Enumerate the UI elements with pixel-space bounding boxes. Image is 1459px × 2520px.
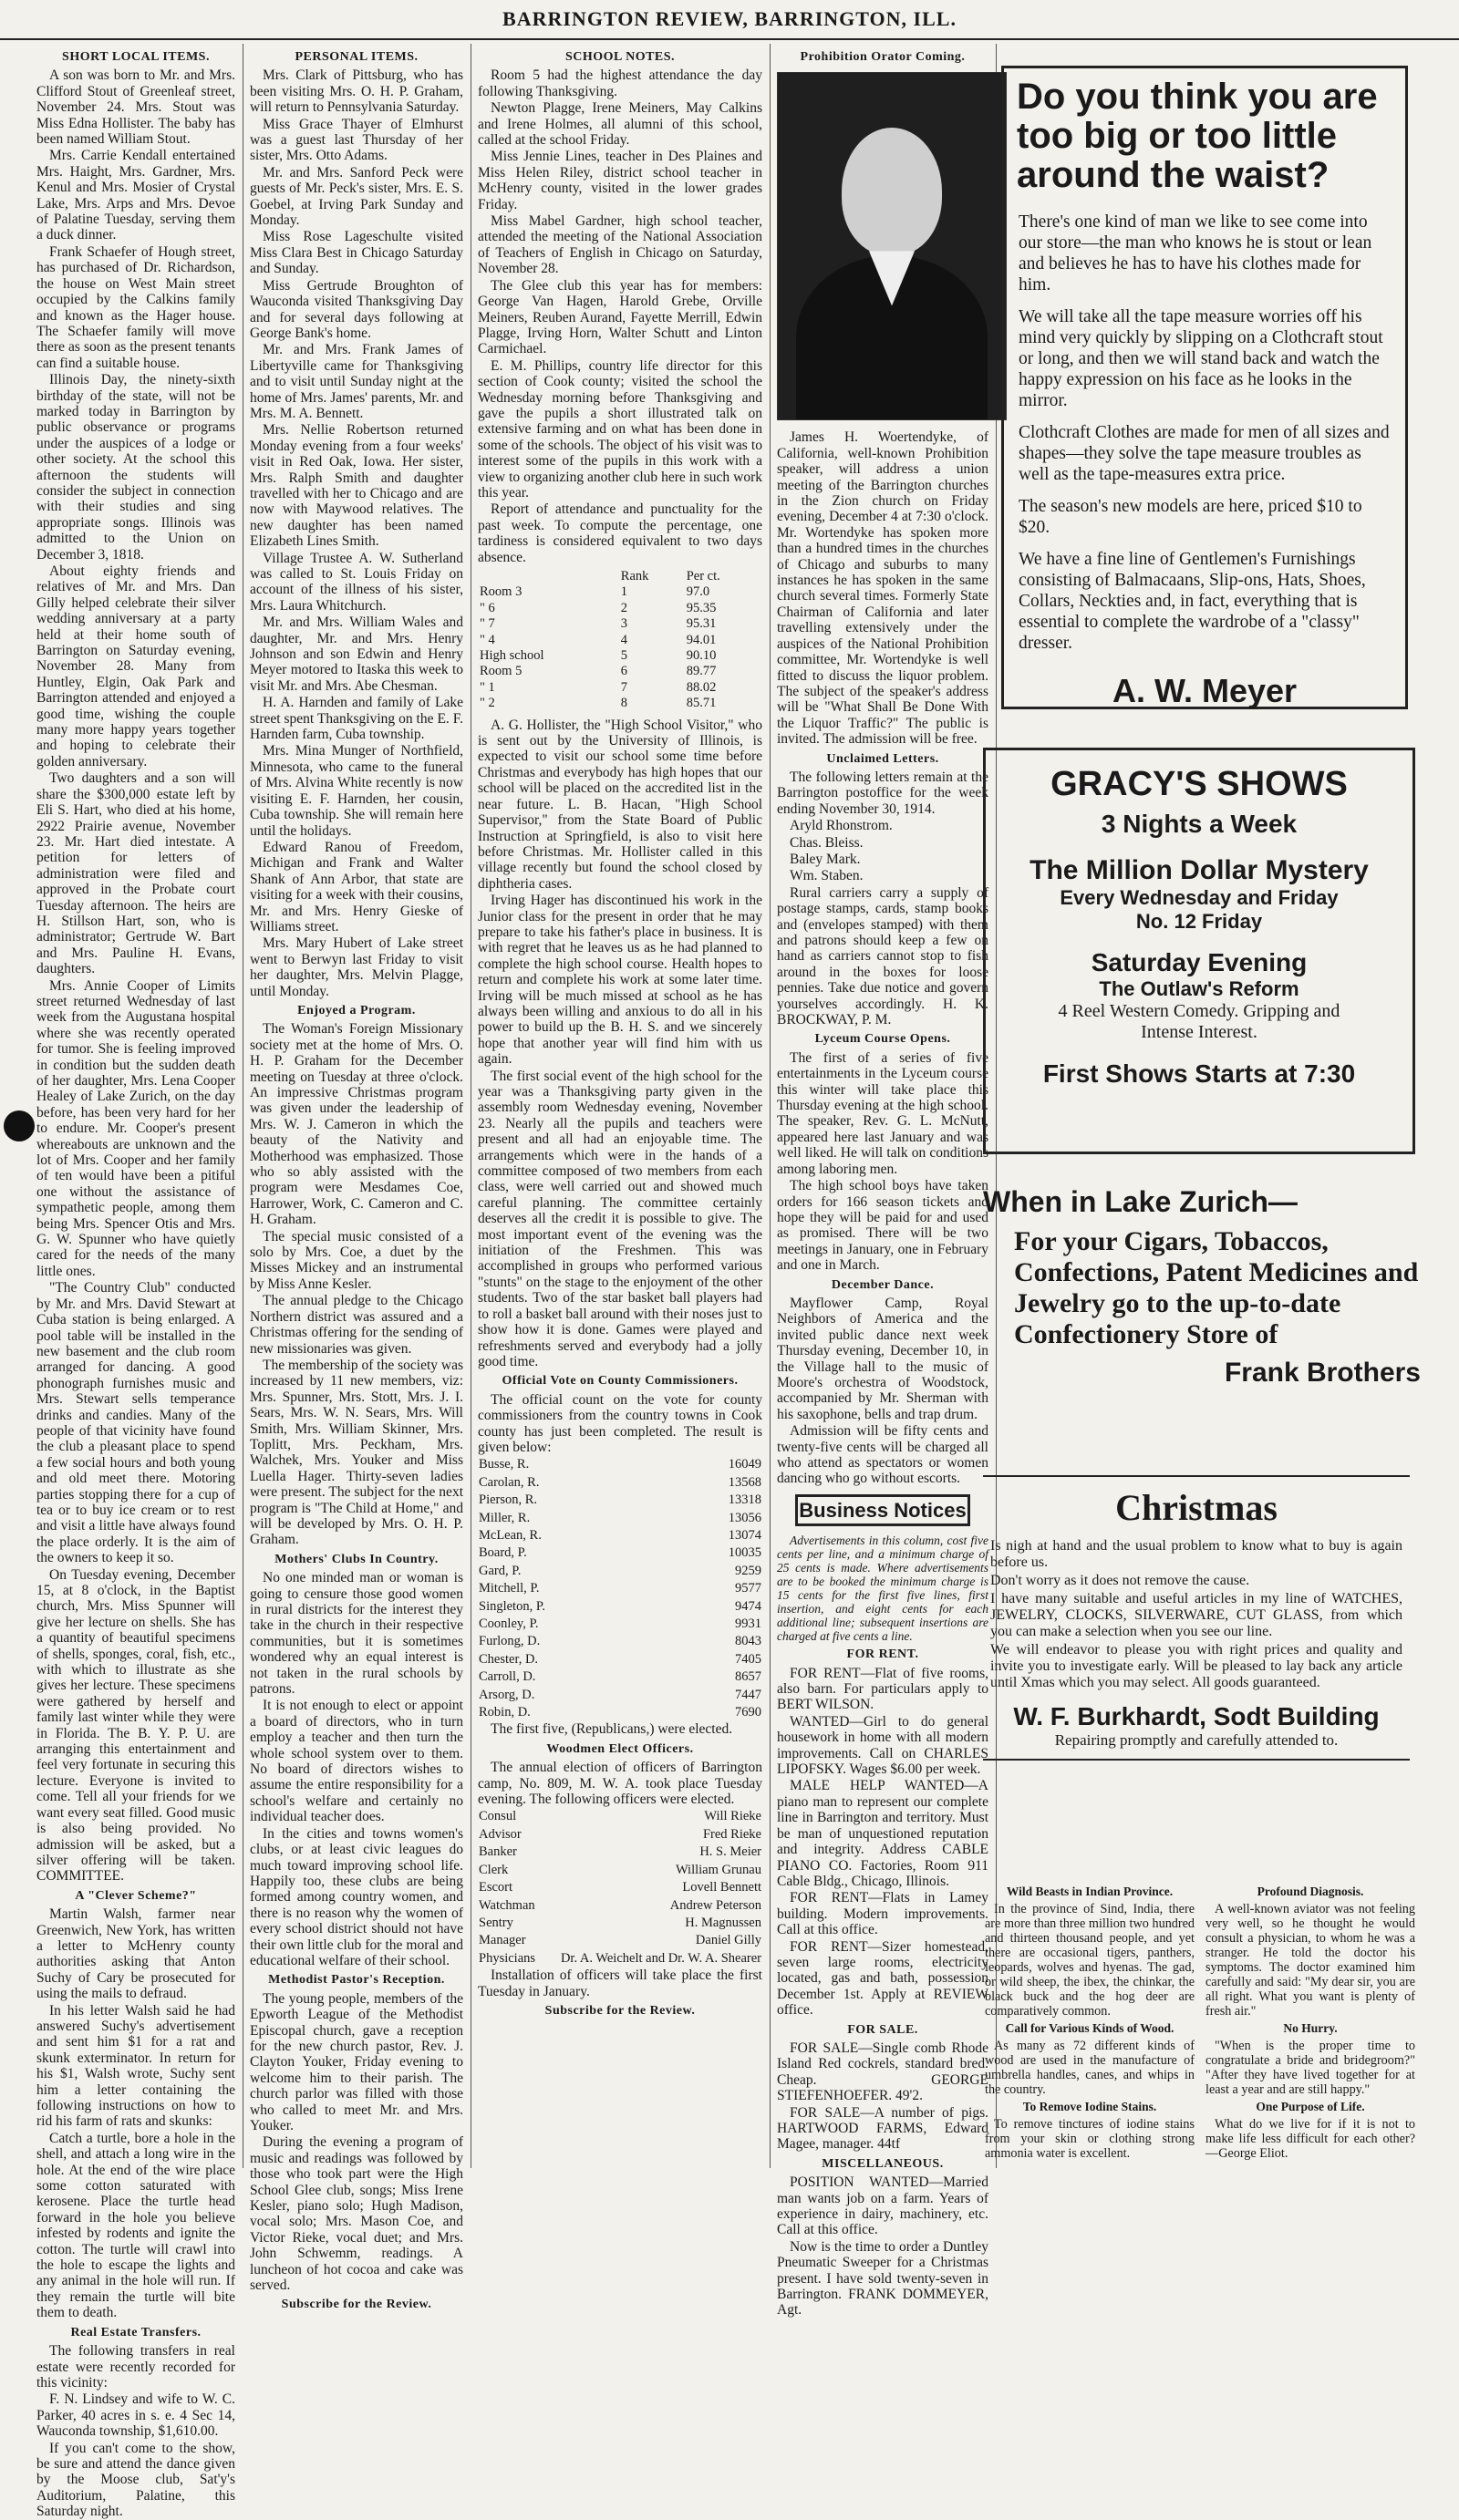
section-heading: December Dance. (831, 1277, 935, 1292)
column-school-notes (478, 46, 762, 2170)
ad-headline: When in Lake Zurich— (983, 1185, 1298, 1218)
table-cell: 9259 (735, 1563, 761, 1578)
news-item: The young people, members of the Epworth League of the Methodist Episcopal church, gave a reception for the new church pastor, Rev. J. Clayton Youker, Friday evening to welcome him to their parish. The church parlor was filled with those who called to meet Mr. and Mrs. Youker. (250, 1990, 463, 2133)
ad-text: 4 Reel Western Comedy. Gripping and (1058, 1001, 1340, 1021)
classified-ad: FOR RENT—Flat of five rooms, also barn. For particulars apply to BERT WILSON. (777, 1665, 988, 1713)
table-cell: 94.01 (686, 632, 717, 647)
ad-text: There's one kind of man we like to see come into our store—the man who knows he is stout or lean and believes he has to have his clothes made for him. (1019, 212, 1372, 294)
frank-brothers-ad (983, 1185, 1421, 1389)
table-cell: 97.0 (686, 584, 710, 600)
table-cell: 7690 (735, 1705, 761, 1720)
vote-row (478, 1668, 762, 1686)
news-item: The following letters remain at the Barrington postoffice for the week ending November 30, 1914. (777, 769, 988, 817)
filler-heading: Profound Diagnosis. (1257, 1885, 1364, 1898)
news-item: Rural carriers carry a supply of postage stamps, cards, stamp books and (envelopes stamped) with them and patrons should keep a few on hand as carriers cannot stop to fish around in the boxes for loose pennies. Take due notice and govern yourselves accordingly. H. K. BROCKWAY, P. M. (777, 884, 988, 1028)
news-item: The special music consisted of a solo by Mrs. Coe, a duet by the Misses Mickey and an instrumental by Miss Anne Kesler. (250, 1228, 463, 1292)
officer-row (478, 1932, 762, 1949)
column-local-items (36, 46, 235, 2520)
ad-signature: Frank Brothers (1224, 1358, 1421, 1388)
ad-subhead: 3 Nights a Week (1101, 810, 1298, 838)
section-heading: Mothers' Clubs In Country. (274, 1552, 439, 1566)
attendance-row (478, 680, 762, 696)
news-item: The membership of the society was increased by 11 new members, viz: Mrs. Spunner, Mrs. Stott, Mrs. J. I. Sears, Mrs. W. N. Sears, Mrs. Will Smith, Mrs. William Skinner, Mrs. Toplitt, Mrs. Peckham, Mrs. Walchek, Mrs. Youker and Miss Luella Hager. Thirty-seven ladies were present. The subject for the next program is "The Child at Home," and will be developed by Mrs. O. H. P. Graham. (250, 1357, 463, 1548)
vote-row (478, 1598, 762, 1616)
filler-text: "When is the proper time to congratulate a bride and bridegroom?" "After they have lived together for at least a year and are still happy." (1205, 2039, 1415, 2097)
vote-row (478, 1492, 762, 1509)
officer-row (478, 1808, 762, 1825)
news-item: Village Trustee A. W. Sutherland was called to St. Louis Friday on account of the illness of his sister, Mrs. Laura Whitchurch. (250, 550, 463, 614)
subscribe-note: Subscribe for the Review. (544, 2003, 696, 2018)
news-item: Installation of officers will take place the first Tuesday in January. (478, 1967, 762, 1999)
vote-row (478, 1456, 762, 1473)
table-cell: Banker (479, 1844, 517, 1860)
table-cell: 8043 (735, 1634, 761, 1649)
news-item: In his letter Walsh said he had answered Suchy's advertisement and sent him $1 for a rat and skunk exterminator. In return for his $1, Walsh wrote, Suchy sent him a letter containing the following instructions on how to rid his farm of rats and skunks: (36, 2002, 235, 2130)
news-item: If you can't come to the show, be sure and attend the dance given by the Moose club, Sat'y's Auditorium, Palatine, this Saturday night. (36, 2440, 235, 2520)
table-cell: William Grunau (675, 1862, 761, 1877)
subscribe-note: Subscribe for the Review. (281, 2298, 432, 2312)
news-item: Miss Jennie Lines, teacher in Des Plaines and Miss Helen Riley, district school teacher in McHenry county, visited in the lower grades Friday. (478, 149, 762, 212)
vote-row (478, 1510, 762, 1527)
table-cell: 6 (620, 664, 628, 679)
table-cell: Pierson, R. (479, 1492, 538, 1508)
table-cell: Lovell Bennett (682, 1880, 761, 1895)
ad-headline: GRACY'S SHOWS (1050, 765, 1348, 803)
table-cell: Physicians (479, 1950, 536, 1966)
table-cell: Advisor (479, 1826, 522, 1842)
table-cell: Clerk (479, 1862, 509, 1877)
table-cell: Andrew Peterson (669, 1897, 761, 1913)
table-cell: H. Magnussen (685, 1915, 761, 1930)
attendance-row (478, 601, 762, 616)
table-cell: Manager (479, 1933, 526, 1948)
news-item: A son was born to Mr. and Mrs. Clifford Stout of Greenleaf street, November 24. Mrs. Stout was Miss Edna Hollister. The baby has been named William Stout. (36, 67, 235, 148)
ad-headline: Christmas (1115, 1487, 1278, 1528)
news-item: Frank Schaefer of Hough street, has purchased of Dr. Richardson, the house on West Main street occupied by the Calkins family and known as the Hager house. The Schaefer family will move there as soon as the present tenants can find a suitable house. (36, 243, 235, 371)
news-item: Irving Hager has discontinued his work in the Junior class for the present in order that he may prepare to take his father's place in business. It is with regret that he leaves us as he had planned to complete the high school course. Health hopes to return and complete his work at some later time. Irving will be much missed at school as he has always been willing and anxious to do all in his power to build up the B. H. S. and we sincerely hope that another year will find him with us again. (478, 893, 762, 1068)
news-item: Admission will be fifty cents and twenty-five cents will be charged all who attend as spectators or women dancing who go without escorts. (777, 1423, 988, 1487)
table-cell: Busse, R. (479, 1457, 530, 1472)
section-heading: Official Vote on County Commissioners. (502, 1374, 739, 1389)
table-cell: 13056 (728, 1510, 761, 1525)
table-cell: Robin, D. (479, 1705, 531, 1720)
officer-row (478, 1915, 762, 1932)
table-cell: Furlong, D. (479, 1634, 541, 1649)
table-header (478, 569, 619, 584)
filler-text: As many as 72 different kinds of wood are used in the manufacture of umbrella handles, canes, and whips in the country. (985, 2039, 1195, 2097)
burkhardt-christmas-ad (983, 1475, 1410, 1761)
officer-row (478, 1879, 762, 1896)
table-cell: 8 (620, 696, 628, 711)
table-cell: 3 (620, 616, 628, 632)
table-cell: " 7 (480, 616, 495, 632)
vote-row (478, 1544, 762, 1562)
filler-heading: Call for Various Kinds of Wood. (1005, 2021, 1174, 2035)
ad-rates-note: Advertisements in this column, cost five cents per line, and a minimum charge of 25 cents is made. Where advertisements are to be booked the minimum charge is 15 cents for the first five lines, first insertion, and eight cents for each additional line; subsequent insertions are charged at five cents a line. (777, 1534, 988, 1644)
table-cell: Board, P. (479, 1545, 527, 1561)
ad-text: The season's new models are here, priced $10 to $20. (1019, 497, 1362, 537)
attendance-row (478, 633, 762, 648)
attendance-row (478, 664, 762, 679)
ad-headline: Do you think you are too big or too little around the waist? (1017, 77, 1378, 195)
table-cell: 9577 (735, 1581, 761, 1596)
news-item: James H. Woertendyke, of California, well-known Prohibition speaker, will address a union meeting of the Barrington churches in the Zion church on Friday evening, December 4 at 7:30 o'clock. Mr. Wortendyke has spoken more than a hundred times in the churches of Chicago and suburbs to many instances he has spoken in the same church several times. Formerly State Chairman of California and later travelling extensively under the auspices of the National Prohibition committee, Mr. Wortendyke is well fitted to discuss the liquor problem. The subject of the speaker's address will be "What Shall Be Done With the Liquor Traffic?" The public is invited. The admission will be free. (777, 429, 988, 748)
news-item: Miss Grace Thayer of Elmhurst was a guest last Thursday of her sister, Mrs. Otto Adams. (250, 116, 463, 164)
table-cell: 88.02 (686, 679, 717, 695)
filler-heading: No Hurry. (1283, 2021, 1338, 2035)
vote-table (478, 1456, 762, 1721)
letter-name: Chas. Bleiss. (790, 834, 864, 851)
table-cell: 16049 (728, 1457, 761, 1472)
vote-row (478, 1651, 762, 1668)
section-heading: Enjoyed a Program. (297, 1003, 416, 1017)
news-item: The annual pledge to the Chicago Northern district was assured and a Christmas offering for the sending of new missionaries was given. (250, 1293, 463, 1357)
table-cell: Arsorg, D. (479, 1687, 535, 1702)
section-heading: Unclaimed Letters. (826, 751, 939, 766)
table-cell: Dr. A. Weichelt and Dr. W. A. Shearer (560, 1950, 761, 1966)
table-cell: Daniel Gilly (695, 1933, 761, 1948)
classified-ad: FOR RENT—Sizer homestead, seven large rooms, electricity located, gas and bath, possession December 1st. Apply at REVIEW office. (777, 1938, 988, 2019)
table-cell: " 4 (480, 632, 495, 647)
table-cell: 8657 (735, 1669, 761, 1685)
news-item: The following transfers in real estate were recently recorded for this vicinity: (36, 2343, 235, 2391)
column-prohibition (777, 46, 988, 2319)
column-personal-items (250, 46, 463, 2312)
attendance-row (478, 696, 762, 711)
vote-row (478, 1527, 762, 1544)
news-item: No one minded man or woman is going to censure those good women in rural districts for the interest they take in the church in their respective communities, but it is sometimes wondered why an equal interest is not taken in the rural schools by patrons. (250, 1570, 463, 1698)
news-item: The first five, (Republicans,) were elected. (491, 1721, 733, 1738)
ad-text: Intense Interest. (1141, 1022, 1257, 1042)
news-item: Room 5 had the highest attendance the day following Thanksgiving. (478, 67, 762, 99)
ad-subline: Repairing promptly and carefully attended to. (1054, 1731, 1339, 1749)
news-item: Mr. and Mrs. William Wales and daughter, Mr. and Mrs. Henry Johnson and son Edwin and Henry Meyer motored to Itaska this week to visit Mr. and Mrs. Abe Chesman. (250, 615, 463, 694)
filler-column-left (985, 1882, 1195, 2161)
table-cell: 1 (620, 584, 628, 600)
section-heading: FOR SALE. (847, 2022, 918, 2037)
attendance-row (478, 648, 762, 664)
ad-feature: Saturday Evening (1091, 948, 1308, 976)
filler-column-right (1205, 1882, 1415, 2161)
business-notices-banner: Business Notices (795, 1494, 970, 1526)
table-cell: 9474 (735, 1598, 761, 1614)
filler-heading: To Remove Iodine Stains. (1022, 2100, 1157, 2113)
table-cell: Singleton, P. (479, 1598, 545, 1614)
ad-text: Is nigh at hand and the usual problem to know what to buy is again before us. (990, 1538, 1402, 1570)
classified-ad: FOR SALE—Single comb Rhode Island Red cockrels, standard bred. Cheap. GEORGE STIEFENHOEFER. 49'2. (777, 2040, 988, 2104)
news-item: In the cities and towns women's clubs, or at least civic leagues do much toward improving school life. Happily too, these clubs are being formed among country women, and there is no reason why the women of every school district should not have their own little club for the moral and educational welfare of their school. (250, 1825, 463, 1968)
news-item: Mr. and Mrs. Sanford Peck were guests of Mr. Peck's sister, Mrs. E. S. Goebel, at Irving Park Sunday and Monday. (250, 164, 463, 229)
news-item: Two daughters and a son will share the $300,000 estate left by Eli S. Hart, who died at his home, 2922 Prairie avenue, November 23. Mr. Hart died intestate. A petition for letters of administration were filed and approved in the Probate court Tuesday afternoon. The heirs are H. Stillson Hart, son, who is administrator; Gertrude W. Bart and Mrs. Pauline H. Evans, daughters. (36, 770, 235, 977)
classified-ad: Now is the time to order a Duntley Pneumatic Sweeper for a Christmas present. I have sold twenty-seven in Barrington. FRANK DOMMEYER, Agt. (777, 2238, 988, 2319)
news-item: "The Country Club" conducted by Mr. and Mrs. David Stewart at Cuba station is being enlarged. A pool table will be installed in the new basement and the club room arranged for dancing. A good phonograph furnishes music and Mrs. Stewart sells temperance drinks and candies. Many of the people of that vicinity have found the club a pleasant place to spend a few social hours and both young and old meet there. Motoring parties stopping there for a cup of tea or to buy ice cream or to rest and visit a little have always found the place orderly. It is the aim of the owners to keep it so. (36, 1280, 235, 1566)
ad-feature-title: The Outlaw's Reform (1099, 977, 1299, 1000)
news-item: Miss Gertrude Broughton of Wauconda visited Thanksgiving Day and for several days following at George Bank's home. (250, 277, 463, 341)
table-cell: 89.77 (686, 664, 717, 679)
table-cell: 95.31 (686, 616, 717, 632)
news-item: Mrs. Carrie Kendall entertained Mrs. Haight, Mrs. Gardner, Mrs. Kenul and Mrs. Mosier of Crystal Lake, Mrs. Arps and Mrs. Devoe of Palatine Tuesday, serving them a duck dinner. (36, 148, 235, 243)
table-cell: Carolan, R. (479, 1474, 540, 1490)
table-cell: Watchman (479, 1897, 535, 1913)
news-item: During the evening a program of music and readings was followed by those who took part were the High School Glee club, songs; Miss Irene Kesler, piano solo; Hugh Madison, vocal solo; Mrs. Mason Coe, and Victor Rieke, vocal duet; and Mrs. John Schwemm, readings. A luncheon of hot cocoa and cake was served. (250, 2134, 463, 2294)
news-item: The Glee club this year has for members: George Van Hagen, Harold Grebe, Orville Meiners, Reuben Aurand, Fayette Merrill, Edwin Plagge, Irving Horn, Walter Schutt and Linton Carmichael. (478, 277, 762, 357)
ad-text: We have a fine line of Gentlemen's Furnishings consisting of Balmacaans, Slip-ons, Hats, Shoes, Collars, Neckties and, in fact, everything that is essential to complete the wardrobe of a "classy" dresser. (1019, 550, 1366, 653)
table-header: Rank (620, 569, 649, 584)
news-item: Mrs. Annie Cooper of Limits street returned Wednesday of last week from the Augustana hospital where she was recently operated for tumor. She is feeling improved in condition but the sudden death of her daughter, Mrs. Lena Cooper Healey of Lake Zurich, on the day before, has been very hard for her to endure. Mr. Cooper's present whereabouts are unknown and the lot of Mrs. Cooper and her family of ten would have been a pitiful one without the assistance of sympathetic people, among them being Mrs. Spencer Otis and Mrs. G. W. Spunner who have quietly cared for the needs of the many little ones. (36, 977, 235, 1279)
vote-row (478, 1687, 762, 1704)
table-cell: 7447 (735, 1687, 761, 1702)
classified-ad: FOR RENT—Flats in Lamey building. Modern improvements. Call at this office. (777, 1890, 988, 1938)
letter-name: Aryld Rhonstrom. (790, 818, 893, 834)
table-cell: Carroll, D. (479, 1669, 536, 1685)
news-item: The annual election of officers of Barrington camp, No. 809, M. W. A. took place Tuesday evening. The following officers were elected. (478, 1760, 762, 1808)
ad-text: I have many suitable and useful articles in my line of WATCHES, JEWELRY, CLOCKS, SILVERWARE, CUT GLASS, from which you can make a selection when you see our line. (990, 1591, 1402, 1639)
table-header: Per ct. (686, 569, 720, 584)
officer-row (478, 1844, 762, 1861)
officer-row (478, 1897, 762, 1915)
vote-row (478, 1580, 762, 1597)
letter-name: Baley Mark. (790, 851, 861, 867)
filler-text: What do we live for if it is not to make life less difficult for each other? —George Eliot. (1205, 2117, 1415, 2161)
ad-text: Clothcraft Clothes are made for men of all sizes and shapes—they solve the tape measure troubles as well as the tape-measures extra price. (1019, 423, 1390, 484)
section-heading: Woodmen Elect Officers. (546, 1741, 694, 1756)
speaker-portrait (777, 72, 1007, 420)
news-item: The official count on the vote for county commissioners from the country towns in Cook county has just been completed. The result is given below: (478, 1391, 762, 1455)
news-item: A. G. Hollister, the "High School Visitor," who is sent out by the University of Illinois, is expected to visit our school some time before Christmas and everybody has high hopes that our school will be placed on the accredited list in the near future. L. B. Hacan, "High School Supervisor," from the State Board of Public Instruction at Springfield, is also to visit here before Christmas. Mr. Hollister called in this village recently but found the school closed by diphtheria cases. (478, 717, 762, 892)
classified-ad: POSITION WANTED—Married man wants job on a farm. Years of experience in dairy, machinery, etc. Call at this office. (777, 2174, 988, 2238)
ad-feature: The Million Dollar Mystery (1030, 855, 1369, 885)
news-item: Edward Ranou of Freedom, Michigan and Frank and Walter Shank of Ann Arbor, that state are visiting for a week with their cousins, Mr. and Mrs. Henry Gieske of Williams street. (250, 839, 463, 935)
news-item: Mr. and Mrs. Frank James of Libertyville came for Thanksgiving and to visit until Sunday night at the home of Mrs. James' parents, Mr. and Mrs. M. A. Bennett. (250, 342, 463, 421)
news-item: Mrs. Mary Hubert of Lake street went to Berwyn last Friday to visit her daughter, Mrs. Melvin Plagge, until Monday. (250, 935, 463, 999)
column-rule (770, 44, 771, 2168)
table-cell: Room 5 (480, 664, 523, 679)
section-heading: Real Estate Transfers. (70, 2325, 202, 2339)
table-cell: 10035 (728, 1545, 761, 1561)
section-heading: MISCELLANEOUS. (822, 2156, 944, 2171)
table-cell: " 1 (480, 679, 495, 695)
officer-row (478, 1826, 762, 1844)
news-item: F. N. Lindsey and wife to W. C. Parker, 40 acres in s. e. 4 Sec 14, Wauconda township, $1,610.00. (36, 2391, 235, 2440)
news-item: Mrs. Mina Munger of Northfield, Minnesota, who came to the funeral of Mrs. Alvina White recently is now visiting E. F. Harnden, her cousin, Cuba township. She will remain here until the holidays. (250, 743, 463, 839)
table-cell: Escort (479, 1880, 513, 1895)
news-item: Miss Mabel Gardner, high school teacher, attended the meeting of the National Association of Teachers of English in Chicago on Saturday, November 28. (478, 213, 762, 277)
news-item: Mayflower Camp, Royal Neighbors of America and the invited public dance next week Thursday evening, December 10, in the Village hall to the music of Moore's orchestra of Woodstock, accompanied by Mr. Sherman with his saxophone, bells and trap drum. (777, 1295, 988, 1422)
table-cell: Sentry (479, 1915, 513, 1930)
table-cell: 2 (620, 600, 628, 615)
table-cell: Room 3 (480, 584, 523, 600)
vote-row (478, 1563, 762, 1580)
table-cell: Gard, P. (479, 1563, 522, 1578)
table-cell: 13318 (728, 1492, 761, 1508)
news-item: It is not enough to elect or appoint a board of directors, who in turn employ a teacher and then turn the whole school system over to them. No board of directors wishes to assume the entire responsibility for a school's welfare and certainly no individual teacher does. (250, 1698, 463, 1825)
table-cell: Will Rieke (704, 1809, 761, 1824)
news-item: E. M. Phillips, country life director for this section of Cook county; visited the school the Wednesday morning before Thanksgiving and gave the pupils a short illustrated talk on extensive farming and on what has been done in some of the schools. The object of his visit was to interest some of the pupils in this work with a view to organizing another club here in such work this year. (478, 357, 762, 501)
vote-row (478, 1633, 762, 1650)
table-cell: 7405 (735, 1651, 761, 1667)
classified-ad: WANTED—Girl to do general housework in home with all modern improvements. Call on CHARLES LIPOFSKY. Wages $6.00 per week. (777, 1713, 988, 1778)
section-heading: Prohibition Orator Coming. (800, 50, 966, 64)
table-cell: McLean, R. (479, 1527, 542, 1543)
ad-text: For your Cigars, Tobaccos, Confections, Patent Medicines and Jewelry go to the up-to-date Confectionery Store of (1014, 1226, 1419, 1349)
table-cell: H. S. Meier (699, 1844, 761, 1860)
section-heading: FOR RENT. (846, 1647, 919, 1662)
section-heading: PERSONAL ITEMS. (295, 50, 419, 64)
officer-row (478, 1862, 762, 1879)
attendance-row (478, 584, 762, 600)
table-cell: 13568 (728, 1474, 761, 1490)
masthead: BARRINGTON REVIEW, BARRINGTON, ILL. (0, 0, 1459, 40)
filler-heading: Wild Beasts in Indian Province. (1006, 1885, 1174, 1898)
news-item: Mrs. Clark of Pittsburg, who has been visiting Mrs. O. H. P. Graham, will return to Pennsylvania Saturday. (250, 67, 463, 116)
news-item: H. A. Harnden and family of Lake street spent Thanksgiving on the E. F. Harnden farm, Cuba township. (250, 695, 463, 743)
news-item: Mrs. Nellie Robertson returned Monday evening from a four weeks' visit in Red Oak, Iowa. Her sister, Mrs. Ralph Smith and daughter travelled with her to Chicago and are now with Maywood relatives. The new daughter has been named Elizabeth Lines Smith. (250, 422, 463, 550)
filler-text: To remove tinctures of iodine stains from your skin or clothing strong ammonia water is excellent. (985, 2117, 1195, 2161)
ad-signature: W. F. Burkhardt, Sodt Building (1013, 1702, 1380, 1730)
table-header-row (478, 569, 762, 584)
news-item: The first of a series of five entertainments in the Lyceum course this winter will take place this Thursday evening at the high school. The speaker, Rev. G. L. McNutt, appeared here last January and was well liked. He will talk on conditions among laboring men. (777, 1049, 988, 1177)
ink-stain (4, 1110, 35, 1141)
section-heading: A "Clever Scheme?" (75, 1888, 197, 1903)
news-item: Illinois Day, the ninety-sixth birthday of the state, will not be marked today in Barrington by public observance or programs under the auspices of a lodge or other society. At the school this afternoon the students will consider the subject in connection with their studies and sing appropriate songs. Illinois was admitted to the Union on December 3, 1818. (36, 372, 235, 563)
table-cell: 4 (620, 632, 628, 647)
section-heading: SCHOOL NOTES. (564, 50, 676, 64)
section-heading: Methodist Pastor's Reception. (268, 1973, 445, 1988)
table-cell: " 6 (480, 600, 495, 615)
attendance-table (478, 569, 762, 712)
table-cell: Mitchell, P. (479, 1581, 540, 1596)
filler-text: A well-known aviator was not feeling very well, so he thought he would consult a physician, to whom he was a stranger. He told the doctor his symptoms. The doctor examined him carefully and said: "My dear sir, you are all right. What you want is plenty of fresh air." (1205, 1902, 1415, 2019)
news-item: About eighty friends and relatives of Mr. and Mrs. Dan Gilly helped celebrate their silver wedding anniversary at a party held at their home south of Barrington on Saturday evening, November 28. Many from Huntley, Elgin, Oak Park and Barrington attended and enjoyed a good time, wishing the couple many more happy years together and hoping to celebrate their golden anniversary. (36, 563, 235, 769)
news-item: Martin Walsh, farmer near Greenwich, New York, has written a letter to McHenry county authorities asking that Anton Suchy of Cary be prosecuted for using the mails to defraud. (36, 1906, 235, 2002)
ad-schedule: Every Wednesday and Friday (1060, 886, 1339, 909)
ad-text: We will take all the tape measure worries off his mind very quickly by slipping on a Clothcraft stout or long, and then we will stand back and watch the happy expression on his face as he looks in the mirror. (1019, 307, 1383, 410)
news-item: Newton Plagge, Irene Meiners, May Calkins and Irene Holmes, all alumni of this school, called at the school Friday. (478, 100, 762, 149)
filler-heading: One Purpose of Life. (1256, 2100, 1365, 2113)
ad-signature: A. W. Meyer (1112, 672, 1298, 709)
table-cell: 95.35 (686, 600, 717, 615)
news-item: The first social event of the high school for the year was a Thanksgiving party given in the assembly room Wednesday evening, November 23. Nearly all the pupils and teachers were present and all had an enjoyable time. The arrangements which were in the hands of a committee composed of two members from each class, were well carried out and showed much careful planning. The committee certainly deserves all the credit it is possible to give. The most important event of the evening was the initiation of the Freshmen. This was accomplished in groups who performed various "stunts" on the stage to the enjoyment of the other students. Two of the star basket ball players had to roll a basket ball around with their noses just to show how it is done. Games were played and refreshments served and everybody had a jolly good time. (478, 1068, 762, 1369)
officer-row (478, 1950, 762, 1967)
table-cell: 9931 (735, 1616, 761, 1631)
section-heading: SHORT LOCAL ITEMS. (62, 50, 210, 64)
vote-row (478, 1704, 762, 1721)
ad-showtime: First Shows Starts at 7:30 (1042, 1059, 1356, 1088)
letter-name: Wm. Staben. (790, 868, 864, 884)
table-cell: 13074 (728, 1527, 761, 1543)
gracys-shows-ad (983, 748, 1415, 1154)
classified-ad: FOR SALE—A number of pigs. HARTWOOD FARMS, Edward Magee, manager. 44tf (777, 2104, 988, 2153)
vote-row (478, 1474, 762, 1492)
attendance-row (478, 616, 762, 632)
table-cell: 85.71 (686, 696, 717, 711)
meyer-clothing-ad (1001, 66, 1408, 709)
table-cell: Chester, D. (479, 1651, 539, 1667)
officers-table (478, 1808, 762, 1967)
ad-text: Don't worry as it does not remove the cause. (990, 1573, 1250, 1588)
section-heading: Lyceum Course Opens. (814, 1032, 951, 1047)
news-item: On Tuesday evening, December 15, at 8 o'clock, in the Baptist church, Mrs. Miss Spunner will give her lecture on shells. She has a quantity of beautiful specimens of shells, sponges, coral, fish, etc., with which to illustrate as she gives her lecture. These specimens were gathered by herself and family last winter while they were in Florida. The B. Y. P. U. are arranging this entertainment and feel very fortunate in securing this lecture. Everyone is invited to come. Tell all your friends for we want every seat filled. Good music is also being provided. No admission will be asked, but a silver offering will be taken. COMMITTEE. (36, 1566, 235, 1885)
table-cell: High school (480, 648, 544, 664)
news-item: Catch a turtle, bore a hole in the shell, and attach a long wire in the hole. At the end of the wire place some cotton saturated with kerosene. Place the turtle head forward in the hole you believe infested by rodents and ignite the cotton. The turtle will crawl into the hole to escape the lights and any animal in the hole will run. If they remain the turtle will bite them to death. (36, 2130, 235, 2321)
table-cell: 7 (620, 679, 628, 695)
ad-text: We will endeavor to please you with right prices and quality and invite you to investigate early. Will be pleased to lay back any article until Xmas which you may select. All goods guaranteed. (990, 1642, 1402, 1690)
table-cell: Miller, R. (479, 1510, 531, 1525)
news-item: The high school boys have taken orders for 166 season tickets and hope they will be paid for and used as promised. There will be two meetings in January, one in February and one in March. (777, 1178, 988, 1274)
ad-schedule: No. 12 Friday (1135, 910, 1263, 933)
news-item: Report of attendance and punctuality for the past week. To compute the percentage, one tardiness is considered equivalent to two days absence. (478, 501, 762, 565)
table-cell: Coonley, P. (479, 1616, 539, 1631)
news-item: The Woman's Foreign Missionary society met at the home of Mrs. O. H. P. Graham for the December meeting on Tuesday at three o'clock. An impressive Christmas program was given under the leadership of Mrs. W. J. Cameron in which the beauty of the Nativity and Motherhood was emphasized. Those who so ably assisted with the program were Mesdames Coe, Harrower, Work, C. Cameron and C. H. Graham. (250, 1021, 463, 1228)
classified-ad: MALE HELP WANTED—A piano man to represent our complete line in Barrington and territory. Must be man of unquestioned reputation and integrity. Address CABLE PIANO CO. Factories, Room 911 Cable Bldg., Chicago, Illinois. (777, 1778, 988, 1889)
table-cell: Consul (479, 1809, 517, 1824)
table-cell: 90.10 (686, 648, 717, 664)
table-cell: Fred Rieke (702, 1826, 761, 1842)
vote-row (478, 1616, 762, 1633)
table-cell: " 2 (480, 696, 495, 711)
table-cell: 5 (620, 648, 628, 664)
filler-text: In the province of Sind, India, there are more than three million two hundred and thirteen thousand people, and yet there are occasional tigers, panthers, leopards, wolves and hyenas. The gad, or wild sheep, the ibex, the chinkar, the black buck and the hog deer are comparatively common. (985, 1902, 1195, 2019)
news-item: Miss Rose Lageschulte visited Miss Clara Best in Chicago Saturday and Sunday. (250, 229, 463, 277)
